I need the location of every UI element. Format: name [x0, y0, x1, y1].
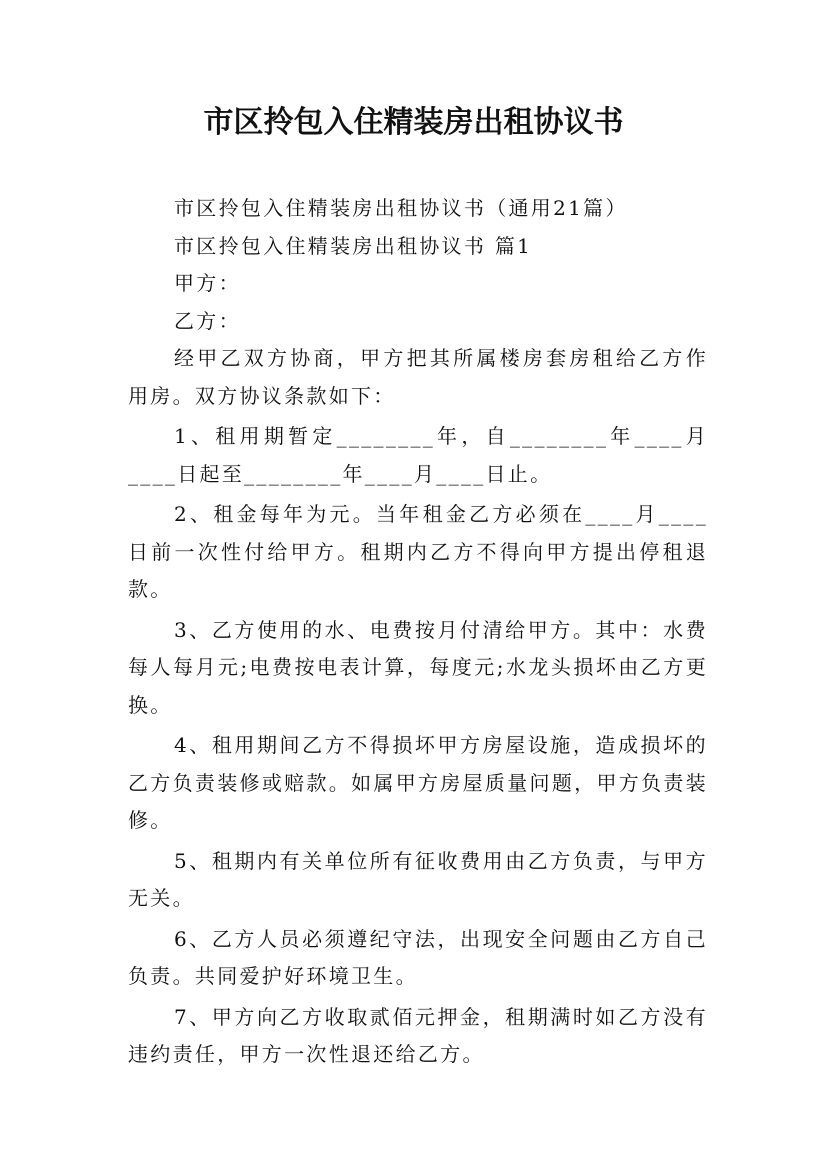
section-heading: 市区拎包入住精装房出租协议书 篇1: [174, 233, 533, 258]
party-a-line: 甲方：: [174, 271, 241, 295]
document-subtitle: 市区拎包入住精装房出租协议书（通用21篇）: [174, 196, 628, 220]
clause-6: 6、乙方人员必须遵纪守法，出现安全问题由乙方自己负责。共同爱护好环境卫生。: [128, 926, 708, 988]
party-b-line: 乙方：: [174, 308, 241, 333]
clause-3: 3、乙方使用的水、电费按月付清给甲方。其中：水费每人每月元;电费按电表计算，每度元;水龙头损坏由乙方更换。: [128, 617, 708, 717]
clause-7: 7、甲方向乙方收取贰佰元押金，租期满时如乙方没有违约责任，甲方一次性退还给乙方。: [128, 1004, 708, 1066]
clause-2: 2、租金每年为元。当年租金乙方必须在____月____日前一次性付给甲方。租期内乙方不得向甲方提出停租退款。: [128, 502, 708, 601]
document-title: 市区拎包入住精装房出租协议书: [203, 105, 624, 140]
document-body: [128, 190, 708, 1074]
clause-4: 4、租用期间乙方不得损坏甲方房屋设施，造成损坏的乙方负责装修或赔款。如属甲方房屋质量问题，甲方负责装修。: [128, 733, 708, 832]
clause-1: 1、租用期暂定________年，自________年____月____日起至________年____月____日止。: [128, 424, 708, 486]
clause-5: 5、租期内有关单位所有征收费用由乙方负责，与甲方无关。: [128, 848, 708, 910]
agreement-intro: 经甲乙双方协商，甲方把其所属楼房套房租给乙方作用房。双方协议条款如下：: [128, 346, 708, 408]
